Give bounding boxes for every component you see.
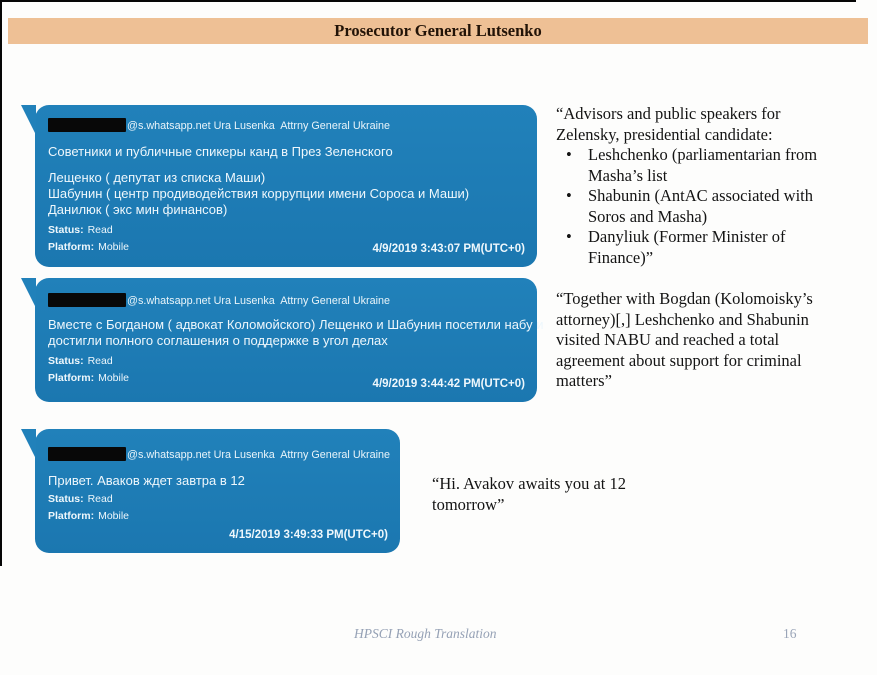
bullet-item bbox=[556, 227, 877, 268]
bullet-text bbox=[588, 227, 877, 268]
sender-text: @s.whatsapp.net Ura Lusenka Attrny General Ukraine bbox=[127, 120, 391, 132]
translation-block-3 bbox=[432, 474, 754, 515]
bullet-icon: • bbox=[566, 145, 572, 164]
bubble-tail-icon bbox=[21, 278, 36, 308]
redaction-box bbox=[48, 447, 126, 461]
status-label: Status: bbox=[48, 355, 84, 367]
translation-line: Masha’s list bbox=[588, 165, 668, 185]
platform-value: Mobile bbox=[98, 510, 130, 522]
bubble-tail-icon bbox=[21, 429, 36, 459]
translation-block-1 bbox=[556, 104, 877, 268]
message-sender-line bbox=[48, 429, 391, 461]
message-sender-line bbox=[48, 105, 525, 132]
translation-line: tomorrow” bbox=[432, 494, 505, 514]
sender-text: @s.whatsapp.net Ura Lusenka Attrny General Ukraine bbox=[127, 295, 391, 307]
translation-block-2 bbox=[556, 289, 877, 392]
bullet-icon: • bbox=[566, 186, 572, 205]
translation-line: Danyliuk (Former Minister of bbox=[588, 227, 786, 246]
status-value: Read bbox=[87, 224, 113, 236]
message-timestamp: 4/9/2019 3:44:42 PM(UTC+0) bbox=[372, 378, 525, 390]
translation-line: Zelensky, presidential candidate: bbox=[556, 124, 773, 144]
platform-row bbox=[48, 510, 388, 523]
whatsapp-message-bubble-1 bbox=[35, 105, 537, 267]
translation-line: Shabunin (AntAC associated with bbox=[588, 186, 814, 205]
message-body-line: Лещенко ( депутат из списка Маши) bbox=[48, 170, 266, 185]
scan-top-border bbox=[0, 0, 856, 2]
status-label: Status: bbox=[48, 224, 84, 236]
translation-line: “Advisors and public speakers for bbox=[556, 104, 781, 123]
message-sender-line bbox=[48, 278, 525, 307]
translation-line: Soros and Masha) bbox=[588, 206, 708, 226]
translation-line: agreement about support for criminal bbox=[556, 350, 802, 370]
message-timestamp: 4/15/2019 3:49:33 PM(UTC+0) bbox=[229, 529, 388, 541]
slide-title-bar bbox=[8, 18, 868, 44]
status-row bbox=[48, 224, 525, 237]
bullet-item bbox=[556, 186, 877, 227]
scan-left-border bbox=[0, 0, 2, 566]
whatsapp-message-bubble-3 bbox=[35, 429, 400, 553]
translation-line: attorney)[,] Leshchenko and Shabunin bbox=[556, 309, 809, 329]
message-timestamp: 4/9/2019 3:43:07 PM(UTC+0) bbox=[372, 243, 525, 255]
sender-text: @s.whatsapp.net Ura Lusenka Attrny General Ukraine bbox=[127, 449, 391, 461]
message-body-line: Советники и публичные спикеры канд в През Зеленского bbox=[48, 144, 393, 159]
translation-line: Finance)” bbox=[588, 247, 654, 267]
status-value: Read bbox=[87, 493, 113, 505]
platform-label: Platform: bbox=[48, 372, 95, 384]
translation-line: “Together with Bogdan (Kolomoisky’s bbox=[556, 289, 813, 308]
translation-line: matters” bbox=[556, 371, 612, 390]
platform-value: Mobile bbox=[98, 372, 130, 384]
page-title: Prosecutor General Lutsenko bbox=[334, 21, 542, 40]
bullet-text bbox=[588, 186, 877, 227]
message-body-line: достигли полного соглашения о поддержке в угол делах bbox=[48, 333, 388, 348]
redaction-box bbox=[48, 118, 126, 132]
footer-label: HPSCI Rough Translation bbox=[354, 626, 497, 641]
message-body-line: Данилюк ( экс мин финансов) bbox=[48, 202, 228, 217]
bullet-text bbox=[588, 145, 877, 186]
platform-value: Mobile bbox=[98, 241, 130, 253]
redaction-box bbox=[48, 293, 126, 307]
whatsapp-message-bubble-2 bbox=[35, 278, 544, 402]
status-value: Read bbox=[87, 355, 113, 367]
translation-line: “Hi. Avakov awaits you at 12 bbox=[432, 474, 626, 493]
message-body-line: Привет. Аваков ждет завтра в 12 bbox=[48, 473, 245, 488]
message-body-line: Шабунин ( центр продиводействия коррупции имени Сороса и Маши) bbox=[48, 186, 470, 201]
platform-label: Platform: bbox=[48, 241, 95, 253]
translation-line: Leshchenko (parliamentarian from bbox=[588, 145, 818, 164]
message-body-line: Вместе с Богданом ( адвокат Коломойского) Лещенко и Шабунин посетили набу и bbox=[48, 317, 544, 332]
status-row bbox=[48, 355, 525, 368]
bubble-tail-icon bbox=[21, 105, 36, 135]
message-body-line bbox=[48, 160, 525, 170]
bullet-item bbox=[556, 145, 877, 186]
status-row bbox=[48, 493, 388, 506]
platform-label: Platform: bbox=[48, 510, 95, 522]
status-label: Status: bbox=[48, 493, 84, 505]
page-number: 16 bbox=[783, 626, 797, 641]
translation-line: visited NABU and reached a total bbox=[556, 330, 780, 349]
bullet-icon: • bbox=[566, 227, 572, 246]
